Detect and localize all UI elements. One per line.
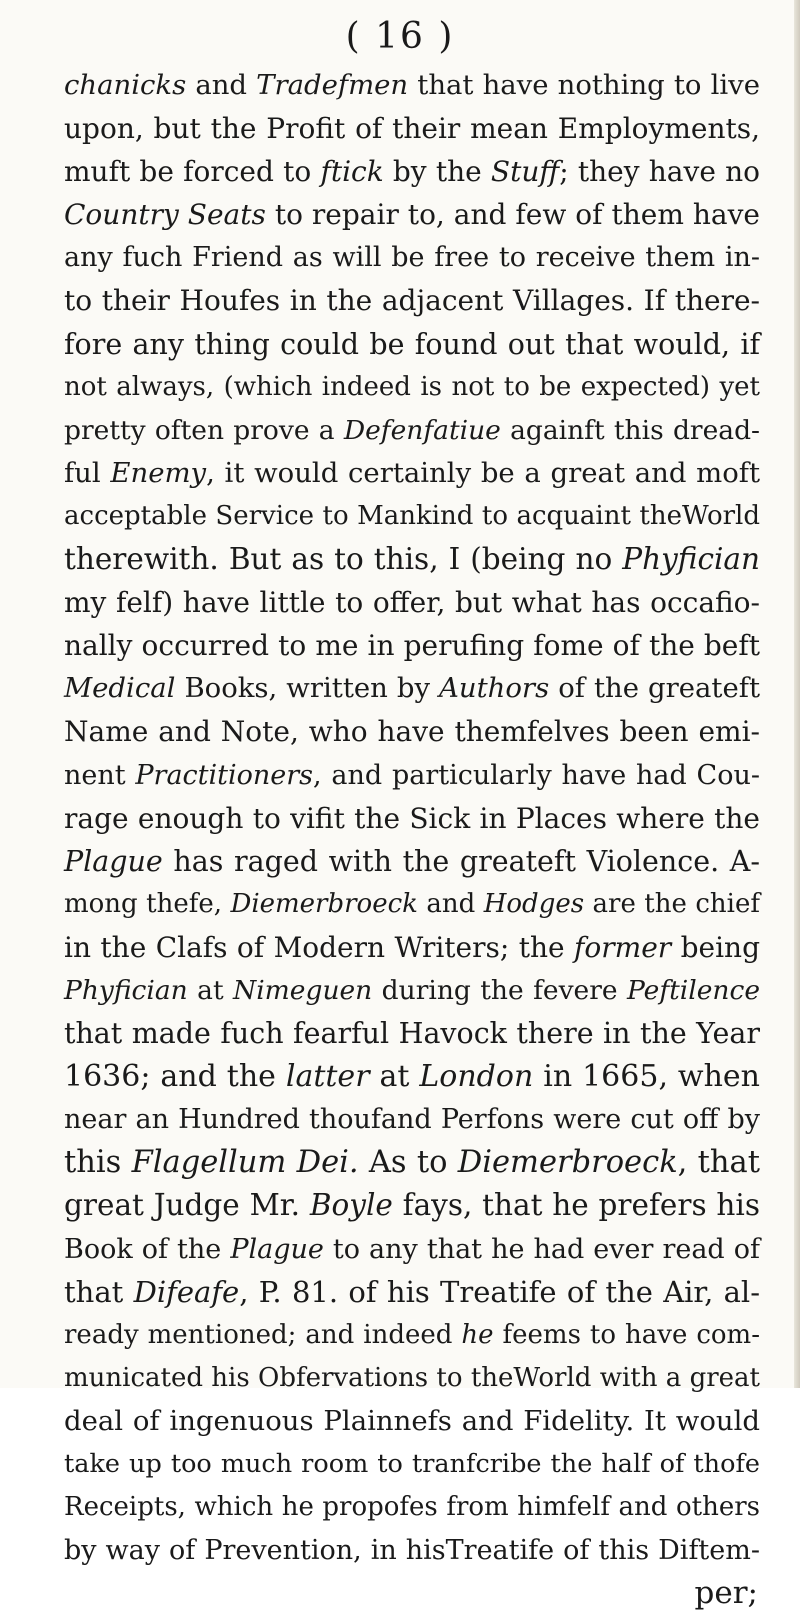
roman-text: fays, that he prefers his — [392, 1188, 761, 1223]
roman-text: Name and Note, who have themfelves been emi- — [64, 715, 760, 749]
roman-text: againft this dread- — [500, 414, 760, 446]
text-line — [64, 1055, 760, 1098]
italic-text: Defenfatiue — [343, 414, 501, 446]
text-line — [64, 1228, 760, 1271]
roman-text: deal of ingenuous Plainnefs and Fidelity. It would — [64, 1404, 760, 1437]
text-line — [64, 1098, 760, 1141]
roman-text: , and particularly have had Cou- — [313, 759, 760, 791]
roman-text: to any that he had ever read of — [323, 1233, 760, 1265]
roman-text: being — [671, 930, 760, 964]
roman-text: pretty often prove a — [64, 414, 344, 446]
roman-text: that have nothing to live — [408, 69, 760, 101]
italic-text: Boyle — [309, 1188, 393, 1223]
text-line — [64, 1529, 760, 1572]
roman-text: fore any thing could be found out that would, if — [64, 327, 760, 361]
roman-text: that — [64, 1274, 134, 1309]
roman-text: , P. 81. of his Treatife of the Air, al- — [239, 1274, 761, 1309]
page-number: ( 16 ) — [345, 16, 455, 57]
roman-text: Book of the — [64, 1233, 231, 1265]
text-line — [64, 64, 760, 107]
italic-text: Authors — [439, 672, 550, 705]
italic-text: Difeafe — [133, 1274, 240, 1309]
roman-text: of the greateft — [549, 672, 760, 705]
text-line — [64, 667, 760, 710]
roman-text: are the chief — [584, 888, 760, 919]
roman-text: feems to have com- — [493, 1319, 760, 1350]
text-line — [64, 107, 760, 150]
text-line — [64, 1271, 760, 1314]
roman-text: has raged with the greateft Violence. A- — [162, 844, 760, 878]
roman-text: near an Hundred thoufand Perfons were cut off by — [64, 1104, 760, 1136]
roman-text: nally occurred to me in perufing fome of the beft — [64, 629, 760, 663]
roman-text: my felf) have little to offer, but what has occafio- — [64, 586, 760, 620]
italic-text: Plague — [230, 1233, 324, 1265]
text-line — [64, 926, 760, 969]
italic-text: Enemy — [110, 456, 207, 489]
roman-text: , it would certainly be a great and moft — [206, 456, 760, 489]
text-line — [64, 279, 760, 322]
roman-text: take up too much room to tranfcribe the half of thofe — [64, 1449, 760, 1479]
text-line — [64, 969, 760, 1012]
roman-text: at — [187, 974, 233, 1006]
italic-text: he — [461, 1319, 494, 1350]
text-line — [64, 581, 760, 624]
page-edge-shadow — [794, 0, 800, 1388]
text-line — [64, 1184, 760, 1227]
body-text — [64, 64, 760, 1615]
text-line — [64, 883, 760, 926]
text-line — [64, 1357, 760, 1400]
italic-text: Diemerbroeck — [457, 1145, 678, 1181]
text-line — [64, 754, 760, 797]
roman-text: to their Houfes in the adjacent Villages. If there- — [64, 284, 760, 318]
roman-text: , that — [677, 1145, 760, 1181]
italic-text: Hodges — [483, 888, 585, 919]
roman-text: great Judge Mr. — [64, 1188, 310, 1223]
roman-text: that made fuch fearful Havock there in the Year — [64, 1017, 760, 1051]
italic-text: Phyfician — [622, 542, 760, 577]
text-line — [64, 1400, 760, 1443]
roman-text: to repair to, and few of them have — [265, 198, 760, 232]
roman-text: rage enough to vifit the Sick in Places where the — [64, 801, 760, 835]
roman-text: Receipts, which he propofes from himfelf and others — [64, 1492, 760, 1523]
roman-text: by way of Prevention, in hisTreatife of this Diftem- — [64, 1535, 760, 1567]
roman-text: in the Clafs of Modern Writers; the — [64, 930, 575, 964]
roman-text: Books, written by — [175, 672, 440, 705]
roman-text: at — [369, 1059, 420, 1095]
roman-text: therewith. But as to this, I (being no — [64, 542, 623, 577]
italic-text: Diemerbroeck — [230, 888, 418, 919]
roman-text: any fuch Friend as will be free to receive them in- — [64, 242, 760, 274]
italic-text: Nimeguen — [233, 974, 373, 1006]
roman-text: municated his Obfervations to theWorld with a great — [64, 1362, 760, 1393]
roman-text: upon, but the Profit of their mean Employments, — [64, 112, 760, 146]
text-line — [64, 409, 760, 452]
italic-text: Tradefmen — [256, 69, 409, 101]
text-line — [64, 1012, 760, 1055]
text-line — [64, 1141, 760, 1184]
roman-text: nent — [64, 759, 136, 791]
roman-text: ; they have no — [559, 155, 760, 189]
text-line — [64, 323, 760, 366]
roman-text: this — [64, 1145, 132, 1181]
text-line — [64, 193, 760, 236]
italic-text: Plague — [64, 844, 163, 878]
text-line — [64, 624, 760, 667]
roman-text: acceptable Service to Mankind to acquaint theWorld — [64, 500, 760, 531]
text-line — [64, 495, 760, 538]
text-line — [64, 538, 760, 581]
roman-text: ready mentioned; and indeed — [64, 1319, 462, 1350]
italic-text: London — [419, 1059, 534, 1095]
italic-text: Country Seats — [64, 198, 266, 232]
roman-text: and — [186, 69, 257, 101]
roman-text: by the — [383, 155, 491, 189]
italic-text: Practitioners — [135, 759, 314, 791]
italic-text: Peftilence — [627, 974, 761, 1006]
text-line — [64, 1443, 760, 1486]
italic-text: Phyfician — [64, 974, 188, 1006]
roman-text: As to — [358, 1145, 458, 1181]
italic-text: former — [574, 930, 672, 964]
roman-text: and — [417, 888, 484, 919]
catchword: per; — [694, 1575, 758, 1612]
text-line — [64, 840, 760, 883]
text-line — [64, 710, 760, 753]
roman-text: mong thefe, — [64, 888, 231, 919]
italic-text: Medical — [64, 672, 176, 705]
italic-text: chanicks — [64, 69, 187, 101]
text-line — [64, 150, 760, 193]
italic-text: ftick — [320, 155, 384, 189]
text-line — [64, 236, 760, 279]
text-line — [64, 452, 760, 495]
text-line — [64, 797, 760, 840]
roman-text: during the fevere — [372, 974, 627, 1006]
roman-text: in 1665, when — [533, 1059, 761, 1095]
roman-text: 1636; and the — [64, 1059, 286, 1095]
roman-text: ful — [64, 456, 111, 489]
italic-text: Flagellum Dei. — [131, 1145, 359, 1181]
text-line — [64, 1314, 760, 1357]
roman-text: not always, (which indeed is not to be expected) yet — [64, 371, 760, 402]
italic-text: Stuff — [490, 155, 560, 189]
roman-text: muft be forced to — [64, 155, 321, 189]
text-line — [64, 1486, 760, 1529]
italic-text: latter — [285, 1059, 370, 1095]
text-line — [64, 366, 760, 409]
